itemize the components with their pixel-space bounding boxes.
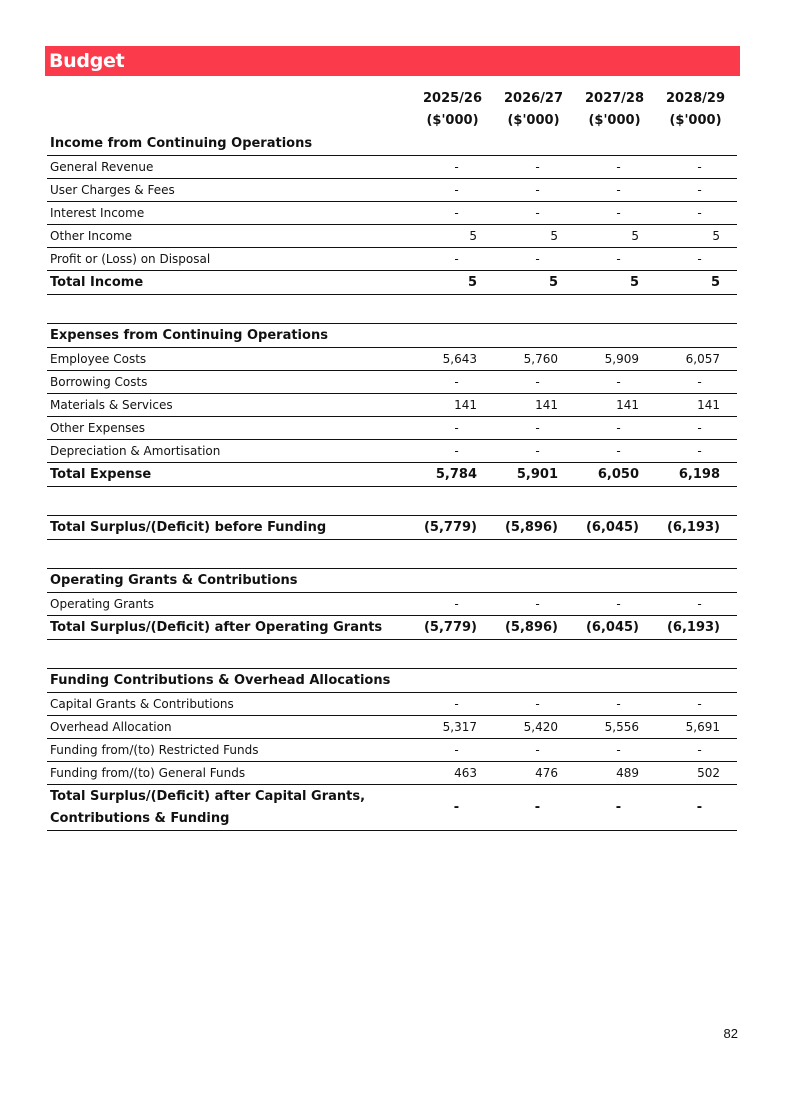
value-cell: - <box>616 252 621 266</box>
total-row <box>47 271 737 295</box>
section-spacer <box>47 487 737 516</box>
total-row <box>47 463 737 487</box>
row-label <box>47 785 405 831</box>
value-cell: 5,901 <box>516 467 558 482</box>
value-cell: 5,760 <box>523 352 558 366</box>
column-header-2026-27 <box>493 88 574 132</box>
value-cell: (5,779) <box>423 520 477 535</box>
value-cell: - <box>454 252 459 266</box>
table-row <box>47 202 737 225</box>
section-spacer <box>47 295 737 324</box>
value-cell: - <box>697 697 702 711</box>
value-cell: - <box>616 183 621 197</box>
total-row <box>47 616 737 640</box>
value-cell: 5,909 <box>604 352 639 366</box>
table-row <box>47 394 737 417</box>
section-heading-row <box>47 324 737 348</box>
row-label: Total Income <box>50 275 144 290</box>
table-row <box>47 348 737 371</box>
section-spacer <box>47 540 737 569</box>
value-cell: - <box>616 444 621 458</box>
value-cell: - <box>616 597 621 611</box>
value-cell: - <box>535 697 540 711</box>
value-cell: 5,317 <box>442 720 477 734</box>
column-header-2028-29 <box>655 88 736 132</box>
value-cell: 6,057 <box>685 352 720 366</box>
value-cell: - <box>616 743 621 757</box>
value-cell: - <box>535 421 540 435</box>
value-cell: - <box>697 206 702 220</box>
table-row <box>47 225 737 248</box>
row-label: User Charges & Fees <box>50 183 175 197</box>
row-label: Total Expense <box>50 467 152 482</box>
value-cell: - <box>535 206 540 220</box>
row-label: Borrowing Costs <box>50 375 148 389</box>
value-cell: - <box>535 375 540 389</box>
value-cell: - <box>454 444 459 458</box>
row-label: Overhead Allocation <box>50 720 172 734</box>
value-cell: - <box>535 160 540 174</box>
value-cell: 5 <box>467 275 477 290</box>
year-column-headers <box>412 88 737 132</box>
value-cell: 463 <box>454 766 477 780</box>
value-cell: 5 <box>550 229 558 243</box>
page-title: Budget <box>49 50 125 72</box>
row-label: Employee Costs <box>50 352 147 366</box>
value-cell: - <box>697 252 702 266</box>
value-cell: - <box>697 421 702 435</box>
value-cell: - <box>697 183 702 197</box>
value-cell: - <box>454 183 459 197</box>
value-cell: - <box>454 206 459 220</box>
value-cell: 502 <box>697 766 720 780</box>
value-cell: - <box>697 743 702 757</box>
row-label: Depreciation & Amortisation <box>50 444 221 458</box>
row-label: Funding from/(to) General Funds <box>50 766 246 780</box>
section-heading-row <box>47 132 737 156</box>
value-cell: - <box>453 800 460 815</box>
value-cell: 5 <box>631 229 639 243</box>
row-label: General Revenue <box>50 160 154 174</box>
table-row <box>47 739 737 762</box>
value-cell: - <box>697 375 702 389</box>
row-label: Capital Grants & Contributions <box>50 697 234 711</box>
table-row <box>47 156 737 179</box>
value-cell: 141 <box>697 398 720 412</box>
value-cell: - <box>454 375 459 389</box>
value-cell: 6,198 <box>678 467 720 482</box>
page-title-banner <box>45 46 740 76</box>
value-cell: - <box>454 421 459 435</box>
value-cell: - <box>697 444 702 458</box>
row-label: Operating Grants <box>50 597 154 611</box>
value-cell: (5,779) <box>423 620 477 635</box>
value-cell: 5 <box>712 229 720 243</box>
table-row <box>47 693 737 716</box>
table-row <box>47 440 737 463</box>
value-cell: 489 <box>616 766 639 780</box>
section-heading-row <box>47 669 737 693</box>
value-cell: - <box>615 800 622 815</box>
row-label: Profit or (Loss) on Disposal <box>50 252 211 266</box>
value-cell: - <box>616 160 621 174</box>
row-label: Interest Income <box>50 206 145 220</box>
row-label-line: Total Surplus/(Deficit) after Capital Grants, <box>50 789 366 804</box>
value-cell: - <box>697 160 702 174</box>
row-label: Other Income <box>50 229 133 243</box>
value-cell: - <box>535 743 540 757</box>
row-label-line: Contributions & Funding <box>50 811 230 826</box>
column-year: 2025/26 <box>422 91 483 106</box>
value-cell: (6,045) <box>585 620 639 635</box>
value-cell: 141 <box>616 398 639 412</box>
value-cell: - <box>535 444 540 458</box>
value-cell: (5,896) <box>504 620 558 635</box>
table-row <box>47 716 737 739</box>
row-label: Funding Contributions & Overhead Allocations <box>50 673 391 688</box>
budget-table <box>47 132 737 831</box>
column-header-2025-26 <box>412 88 493 132</box>
value-cell: - <box>697 597 702 611</box>
row-label: Income from Continuing Operations <box>50 136 313 151</box>
value-cell: (6,193) <box>666 620 720 635</box>
table-row <box>47 179 737 202</box>
value-cell: - <box>696 800 703 815</box>
value-cell: 141 <box>535 398 558 412</box>
row-label: Operating Grants & Contributions <box>50 573 298 588</box>
table-row <box>47 593 737 616</box>
value-cell: - <box>535 597 540 611</box>
row-label: Materials & Services <box>50 398 173 412</box>
value-cell: 5 <box>629 275 639 290</box>
row-label: Funding from/(to) Restricted Funds <box>50 743 259 757</box>
value-cell: 5 <box>710 275 720 290</box>
column-unit: ($'000) <box>426 113 479 128</box>
row-label: Total Surplus/(Deficit) after Operating Grants <box>50 620 383 635</box>
table-row <box>47 762 737 785</box>
row-label: Total Surplus/(Deficit) before Funding <box>50 520 327 535</box>
row-label: Other Expenses <box>50 421 146 435</box>
value-cell: 5,643 <box>442 352 477 366</box>
value-cell: - <box>454 597 459 611</box>
value-cell: - <box>454 697 459 711</box>
column-unit: ($'000) <box>588 113 641 128</box>
value-cell: - <box>616 697 621 711</box>
table-row <box>47 248 737 271</box>
total-row <box>47 785 737 831</box>
value-cell: (5,896) <box>504 520 558 535</box>
column-unit: ($'000) <box>507 113 560 128</box>
value-cell: 5,691 <box>685 720 720 734</box>
column-year: 2026/27 <box>503 91 564 106</box>
column-unit: ($'000) <box>669 113 722 128</box>
value-cell: 5 <box>469 229 477 243</box>
value-cell: 141 <box>454 398 477 412</box>
column-year: 2027/28 <box>584 91 645 106</box>
value-cell: (6,045) <box>585 520 639 535</box>
value-cell: 6,050 <box>597 467 639 482</box>
section-heading-row <box>47 569 737 593</box>
value-cell: - <box>535 183 540 197</box>
table-row <box>47 417 737 440</box>
table-row <box>47 371 737 394</box>
total-row <box>47 516 737 540</box>
page-number: 82 <box>723 1026 738 1041</box>
column-header-2027-28 <box>574 88 655 132</box>
value-cell: (6,193) <box>666 520 720 535</box>
value-cell: - <box>535 252 540 266</box>
value-cell: 476 <box>535 766 558 780</box>
value-cell: - <box>616 375 621 389</box>
row-label: Expenses from Continuing Operations <box>50 328 328 343</box>
value-cell: - <box>454 743 459 757</box>
value-cell: - <box>534 800 541 815</box>
value-cell: - <box>616 421 621 435</box>
value-cell: - <box>616 206 621 220</box>
value-cell: 5,420 <box>523 720 558 734</box>
value-cell: 5,556 <box>604 720 639 734</box>
value-cell: 5 <box>548 275 558 290</box>
value-cell: - <box>454 160 459 174</box>
section-spacer <box>47 640 737 669</box>
column-year: 2028/29 <box>665 91 726 106</box>
value-cell: 5,784 <box>435 467 477 482</box>
